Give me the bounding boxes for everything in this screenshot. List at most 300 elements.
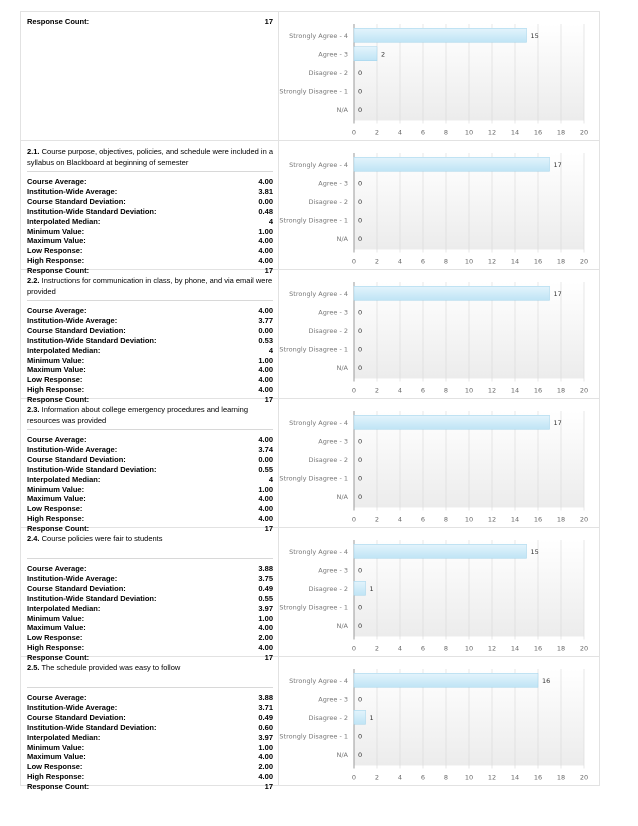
- x-tick-label: 10: [464, 773, 474, 782]
- category-label: N/A: [336, 750, 348, 759]
- stat-value: 3.97: [258, 732, 273, 742]
- data-label: 0: [358, 474, 363, 483]
- bar: [354, 28, 527, 42]
- stat-label: High Response:: [27, 385, 85, 395]
- stat-value: 4.00: [258, 772, 273, 782]
- stat-value: 4.00: [258, 494, 273, 504]
- stat-value: 1.00: [258, 613, 273, 623]
- stat-row: [27, 772, 273, 782]
- stats-list: [27, 435, 273, 534]
- data-label: 0: [358, 345, 363, 354]
- data-label: 2: [381, 50, 386, 59]
- bar: [354, 710, 366, 724]
- chart-panel: [279, 528, 599, 656]
- x-tick-label: 12: [487, 644, 497, 653]
- data-label: 0: [358, 566, 363, 575]
- stat-row: [27, 703, 273, 713]
- data-label: 0: [358, 105, 363, 114]
- stat-value: 2.00: [258, 762, 273, 772]
- category-label: N/A: [336, 234, 348, 243]
- stat-label: Institution-Wide Average:: [27, 702, 118, 712]
- stat-label: Institution-Wide Standard Deviation:: [27, 593, 157, 603]
- stat-row: [27, 326, 273, 336]
- stat-row: [27, 594, 273, 604]
- stat-row: [27, 494, 273, 504]
- x-tick-label: 8: [443, 386, 449, 395]
- stat-label: Low Response:: [27, 246, 83, 256]
- x-tick-label: 4: [397, 515, 403, 524]
- stat-value: 4: [268, 216, 273, 226]
- stat-value: 0.48: [258, 206, 273, 216]
- bar-chart: [279, 141, 598, 269]
- stat-value: 4.00: [258, 306, 273, 315]
- stat-value: 0.49: [258, 712, 273, 722]
- stat-label: Minimum Value:: [27, 226, 85, 236]
- x-tick-label: 16: [533, 128, 543, 137]
- x-tick-label: 2: [374, 257, 380, 266]
- stat-label: Response Count:: [27, 653, 90, 663]
- stat-row: [27, 356, 273, 366]
- x-tick-label: 0: [351, 515, 357, 524]
- stats-panel: [21, 399, 279, 534]
- category-label: Strongly Agree - 4: [289, 676, 348, 685]
- plot-area: [279, 153, 588, 266]
- report-table: [20, 11, 600, 792]
- category-label: Strongly Disagree - 1: [279, 216, 348, 225]
- stat-label: Interpolated Median:: [27, 603, 101, 613]
- category-label: Disagree - 2: [308, 713, 348, 722]
- data-label: 15: [530, 547, 539, 556]
- category-label: Strongly Disagree - 1: [279, 345, 348, 354]
- question-text: Course policies were fair to students: [41, 534, 163, 543]
- stat-row: [27, 643, 273, 653]
- stat-label: High Response:: [27, 772, 85, 782]
- stat-label: High Response:: [27, 256, 85, 266]
- category-label: Agree - 3: [318, 695, 348, 704]
- data-label: 0: [358, 621, 363, 630]
- data-label: 0: [358, 455, 363, 464]
- stats-panel: [21, 270, 279, 405]
- question-number: 2.5.: [27, 663, 40, 672]
- stat-label: Response Count:: [27, 395, 90, 405]
- plot-area: [279, 282, 588, 395]
- stat-value: 0.49: [258, 583, 273, 593]
- plot-area: [279, 411, 588, 524]
- question-number: 2.3.: [27, 405, 40, 414]
- question-number: 2.1.: [27, 147, 40, 156]
- x-tick-label: 10: [464, 386, 474, 395]
- stat-value: 0.55: [258, 593, 273, 603]
- x-tick-label: 16: [533, 773, 543, 782]
- x-tick-label: 2: [374, 515, 380, 524]
- chart-panel: [279, 270, 599, 398]
- stat-label: Course Standard Deviation:: [27, 583, 126, 593]
- x-tick-label: 4: [397, 773, 403, 782]
- stat-row: [27, 246, 273, 256]
- x-tick-label: 6: [420, 644, 426, 653]
- category-label: Agree - 3: [318, 308, 348, 317]
- x-tick-label: 16: [533, 257, 543, 266]
- data-label: 0: [358, 695, 363, 704]
- stat-row: [27, 177, 273, 187]
- question-text: Instructions for communication in class, by phone, and via email were provided: [27, 276, 273, 296]
- stat-value: 0.00: [258, 196, 273, 206]
- stat-row: [27, 385, 273, 395]
- x-tick-label: 6: [420, 515, 426, 524]
- x-tick-label: 14: [510, 515, 520, 524]
- x-tick-label: 18: [556, 773, 566, 782]
- bar: [354, 47, 377, 61]
- x-tick-label: 8: [443, 257, 449, 266]
- category-label: N/A: [336, 492, 348, 501]
- stat-label: Response Count:: [27, 266, 90, 276]
- stat-label: Low Response:: [27, 375, 83, 385]
- stat-row: [27, 256, 273, 266]
- divider: [27, 429, 273, 430]
- stat-value: 4.00: [258, 177, 273, 186]
- x-tick-label: 6: [420, 386, 426, 395]
- question: [27, 270, 273, 297]
- category-label: Strongly Disagree - 1: [279, 603, 348, 612]
- divider: [27, 300, 273, 301]
- report-row: [21, 12, 599, 141]
- stat-value: 3.97: [258, 603, 273, 613]
- stat-value: 4.00: [258, 246, 273, 256]
- stat-label: High Response:: [27, 643, 85, 653]
- category-label: Disagree - 2: [308, 455, 348, 464]
- category-label: Strongly Disagree - 1: [279, 732, 348, 741]
- data-label: 17: [553, 418, 562, 427]
- stat-label: Minimum Value:: [27, 484, 85, 494]
- x-tick-label: 10: [464, 257, 474, 266]
- stat-value: 2.00: [258, 633, 273, 643]
- stat-value: 4.00: [258, 504, 273, 514]
- x-tick-label: 0: [351, 128, 357, 137]
- stat-row: [27, 604, 273, 614]
- stat-row: [27, 623, 273, 633]
- stat-value: 1.00: [258, 226, 273, 236]
- category-label: Strongly Disagree - 1: [279, 87, 348, 96]
- stats-panel: [21, 528, 279, 663]
- x-tick-label: 8: [443, 644, 449, 653]
- stat-value: 0.60: [258, 722, 273, 732]
- category-label: Disagree - 2: [308, 326, 348, 335]
- x-tick-label: 12: [487, 515, 497, 524]
- stat-label: Maximum Value:: [27, 365, 86, 375]
- data-label: 17: [553, 289, 562, 298]
- data-label: 0: [358, 197, 363, 206]
- stat-row: [27, 217, 273, 227]
- category-label: N/A: [336, 105, 348, 114]
- x-tick-label: 18: [556, 386, 566, 395]
- stat-row: [27, 197, 273, 207]
- stat-row: [27, 574, 273, 584]
- question-text: Course purpose, objectives, policies, and schedule were included in a syllabus on Blackboard at beginning of semester: [27, 147, 273, 167]
- stat-value: 17: [264, 524, 273, 534]
- stat-label: Response Count:: [27, 782, 90, 792]
- data-label: 0: [358, 326, 363, 335]
- data-label: 16: [542, 676, 551, 685]
- data-label: 0: [358, 68, 363, 77]
- stat-row: [27, 723, 273, 733]
- bar-chart: [279, 399, 598, 527]
- stat-row: [27, 743, 273, 753]
- stat-label: Course Standard Deviation:: [27, 325, 126, 335]
- stat-row: [27, 12, 273, 27]
- data-label: 0: [358, 750, 363, 759]
- data-label: 0: [358, 87, 363, 96]
- x-tick-label: 18: [556, 257, 566, 266]
- x-tick-label: 18: [556, 128, 566, 137]
- x-tick-label: 18: [556, 644, 566, 653]
- category-label: Disagree - 2: [308, 584, 348, 593]
- stat-label: Maximum Value:: [27, 623, 86, 633]
- x-tick-label: 20: [579, 386, 589, 395]
- question: [27, 657, 273, 684]
- stat-value: 3.81: [258, 186, 273, 196]
- stat-value: 3.75: [258, 573, 273, 583]
- x-tick-label: 0: [351, 257, 357, 266]
- data-label: 0: [358, 363, 363, 372]
- stat-row: [27, 713, 273, 723]
- stats-list: [27, 564, 273, 663]
- x-tick-label: 10: [464, 644, 474, 653]
- data-label: 0: [358, 492, 363, 501]
- category-label: Strongly Agree - 4: [289, 418, 348, 427]
- x-tick-label: 14: [510, 644, 520, 653]
- stat-value: 3.77: [258, 315, 273, 325]
- x-tick-label: 12: [487, 128, 497, 137]
- bar: [354, 673, 538, 687]
- data-label: 0: [358, 179, 363, 188]
- stat-label: Course Average:: [27, 564, 87, 573]
- x-tick-label: 8: [443, 128, 449, 137]
- stat-value: 3.88: [258, 564, 273, 573]
- stat-row: [27, 752, 273, 762]
- stat-value: 17: [264, 653, 273, 663]
- stat-row: [27, 782, 273, 792]
- x-tick-label: 16: [533, 644, 543, 653]
- category-label: Disagree - 2: [308, 197, 348, 206]
- x-tick-label: 10: [464, 515, 474, 524]
- stat-label: Course Average:: [27, 306, 87, 315]
- x-tick-label: 0: [351, 773, 357, 782]
- stat-row: [27, 693, 273, 703]
- report-row: [21, 141, 599, 276]
- stat-label: Institution-Wide Standard Deviation:: [27, 335, 157, 345]
- stat-row: [27, 762, 273, 772]
- stat-row: [27, 633, 273, 643]
- data-label: 15: [530, 31, 539, 40]
- stat-value: 17: [264, 17, 273, 26]
- question-number: 2.4.: [27, 534, 40, 543]
- stat-label: Institution-Wide Average:: [27, 186, 118, 196]
- x-tick-label: 16: [533, 515, 543, 524]
- x-tick-label: 4: [397, 128, 403, 137]
- x-tick-label: 14: [510, 386, 520, 395]
- category-label: Strongly Agree - 4: [289, 289, 348, 298]
- x-tick-label: 14: [510, 128, 520, 137]
- category-label: N/A: [336, 621, 348, 630]
- stat-value: 4.00: [258, 643, 273, 653]
- stat-label: Course Standard Deviation:: [27, 712, 126, 722]
- stat-value: 1.00: [258, 742, 273, 752]
- stat-value: 0.00: [258, 325, 273, 335]
- stat-label: Low Response:: [27, 633, 83, 643]
- x-tick-label: 6: [420, 773, 426, 782]
- x-tick-label: 4: [397, 386, 403, 395]
- stat-row: [27, 316, 273, 326]
- stat-row: [27, 365, 273, 375]
- stat-value: 3.88: [258, 693, 273, 702]
- chart-panel: [279, 141, 599, 269]
- stat-value: 1.00: [258, 355, 273, 365]
- x-tick-label: 2: [374, 128, 380, 137]
- divider: [27, 171, 273, 172]
- stat-row: [27, 455, 273, 465]
- data-label: 0: [358, 216, 363, 225]
- x-tick-label: 8: [443, 515, 449, 524]
- stat-row: [27, 465, 273, 475]
- stat-row: [27, 207, 273, 217]
- category-label: Strongly Agree - 4: [289, 547, 348, 556]
- data-label: 17: [553, 160, 562, 169]
- question: [27, 399, 273, 426]
- stat-label: Interpolated Median:: [27, 474, 101, 484]
- plot-area: [279, 669, 588, 782]
- stat-value: 4.00: [258, 375, 273, 385]
- x-tick-label: 2: [374, 644, 380, 653]
- stat-value: 17: [264, 782, 273, 792]
- divider: [27, 558, 273, 559]
- stat-value: 3.71: [258, 702, 273, 712]
- bar: [354, 286, 550, 300]
- stat-label: Course Average:: [27, 693, 87, 702]
- x-tick-label: 2: [374, 773, 380, 782]
- stat-row: [27, 504, 273, 514]
- bar-chart: [279, 657, 598, 785]
- data-label: 0: [358, 732, 363, 741]
- stat-row: [27, 485, 273, 495]
- stat-value: 17: [264, 266, 273, 276]
- stat-row: [27, 584, 273, 594]
- stat-label: Institution-Wide Average:: [27, 315, 118, 325]
- stat-label: Minimum Value:: [27, 742, 85, 752]
- stat-label: Course Standard Deviation:: [27, 454, 126, 464]
- data-label: 0: [358, 603, 363, 612]
- report-row: [21, 528, 599, 663]
- stat-label: Interpolated Median:: [27, 216, 101, 226]
- stat-label: Institution-Wide Standard Deviation:: [27, 722, 157, 732]
- stat-row: [27, 614, 273, 624]
- x-tick-label: 16: [533, 386, 543, 395]
- category-label: Strongly Agree - 4: [289, 31, 348, 40]
- stat-value: 4.00: [258, 385, 273, 395]
- question-text: Information about college emergency procedures and learning resources was provided: [27, 405, 248, 425]
- stat-label: Institution-Wide Average:: [27, 573, 118, 583]
- x-tick-label: 6: [420, 128, 426, 137]
- category-label: Agree - 3: [318, 50, 348, 59]
- stat-row: [27, 435, 273, 445]
- x-tick-label: 10: [464, 128, 474, 137]
- data-label: 0: [358, 437, 363, 446]
- stat-value: 4.00: [258, 365, 273, 375]
- stat-value: 17: [264, 395, 273, 405]
- category-label: Strongly Agree - 4: [289, 160, 348, 169]
- report-row: [21, 657, 599, 792]
- category-label: Agree - 3: [318, 437, 348, 446]
- stat-label: Minimum Value:: [27, 613, 85, 623]
- stat-value: 4: [268, 474, 273, 484]
- stat-value: 0.00: [258, 454, 273, 464]
- stat-label: High Response:: [27, 514, 85, 524]
- stats-list: [27, 177, 273, 276]
- stat-row: [27, 445, 273, 455]
- question-number: 2.2.: [27, 276, 40, 285]
- stat-label: Interpolated Median:: [27, 345, 101, 355]
- x-tick-label: 4: [397, 257, 403, 266]
- bar-chart: [279, 528, 598, 656]
- bar: [354, 581, 366, 595]
- stat-label: Low Response:: [27, 504, 83, 514]
- x-tick-label: 20: [579, 257, 589, 266]
- stat-label: Course Average:: [27, 435, 87, 444]
- question: [27, 528, 273, 555]
- x-tick-label: 18: [556, 515, 566, 524]
- stat-label: Low Response:: [27, 762, 83, 772]
- bar: [354, 157, 550, 171]
- x-tick-label: 12: [487, 257, 497, 266]
- x-tick-label: 20: [579, 773, 589, 782]
- stat-label: Interpolated Median:: [27, 732, 101, 742]
- category-label: Agree - 3: [318, 566, 348, 575]
- stat-label: Institution-Wide Standard Deviation:: [27, 464, 157, 474]
- category-label: Strongly Disagree - 1: [279, 474, 348, 483]
- stat-row: [27, 346, 273, 356]
- bar-chart: [279, 270, 598, 398]
- stat-label: Maximum Value:: [27, 236, 86, 246]
- x-tick-label: 20: [579, 515, 589, 524]
- stat-value: 4: [268, 345, 273, 355]
- x-tick-label: 12: [487, 773, 497, 782]
- x-tick-label: 0: [351, 386, 357, 395]
- stats-panel: [21, 12, 279, 140]
- stat-row: [27, 733, 273, 743]
- stat-value: 3.74: [258, 444, 273, 454]
- data-label: 1: [369, 584, 374, 593]
- chart-panel: [279, 657, 599, 785]
- stat-value: 4.00: [258, 435, 273, 444]
- stat-value: 4.00: [258, 256, 273, 266]
- category-label: N/A: [336, 363, 348, 372]
- data-label: 0: [358, 308, 363, 317]
- x-tick-label: 2: [374, 386, 380, 395]
- stat-row: [27, 475, 273, 485]
- stats-list: [27, 306, 273, 405]
- chart-panel: [279, 12, 599, 140]
- x-tick-label: 20: [579, 128, 589, 137]
- stat-label: Course Average:: [27, 177, 87, 186]
- stat-label: Maximum Value:: [27, 494, 86, 504]
- x-tick-label: 4: [397, 644, 403, 653]
- report-row: [21, 399, 599, 534]
- stat-row: [27, 306, 273, 316]
- plot-area: [279, 24, 588, 137]
- stat-label: Response Count:: [27, 17, 90, 26]
- stat-label: Maximum Value:: [27, 752, 86, 762]
- x-tick-label: 20: [579, 644, 589, 653]
- stat-label: Institution-Wide Standard Deviation:: [27, 206, 157, 216]
